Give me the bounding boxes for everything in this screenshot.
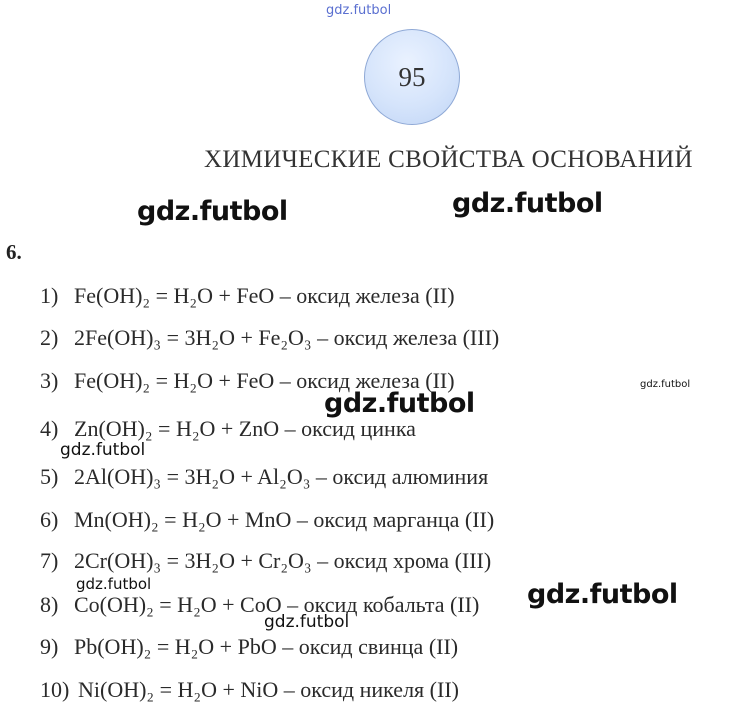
equation-2 bbox=[40, 327, 499, 349]
equation-9 bbox=[40, 636, 458, 658]
equation-number: 7) bbox=[40, 548, 59, 573]
equation-number: 1) bbox=[40, 283, 59, 308]
equation-text: 2Cr(OH)₃ = 3H₂O + Cr₂O₃ – оксид хрома (III) bbox=[74, 548, 492, 573]
equation-number: 4) bbox=[40, 416, 59, 441]
equation-6 bbox=[40, 509, 494, 531]
equation-text: Mn(OH)₂ = H₂O + MnO – оксид марганца (II) bbox=[74, 507, 495, 532]
watermark: gdz.futbol bbox=[527, 579, 678, 610]
watermark: gdz.futbol bbox=[137, 196, 288, 227]
equation-1 bbox=[40, 285, 455, 307]
equation-number: 8) bbox=[40, 592, 59, 617]
equation-text: Zn(OH)₂ = H₂O + ZnO – оксид цинка bbox=[74, 416, 416, 441]
watermark: gdz.futbol bbox=[640, 379, 691, 390]
equation-text: 2Fe(OH)₃ = 3H₂O + Fe₂O₃ – оксид железа (III) bbox=[74, 325, 500, 350]
watermark: gdz.futbol bbox=[76, 575, 152, 593]
equation-7 bbox=[40, 550, 491, 572]
page-number-badge bbox=[364, 29, 460, 125]
equation-text: 2Al(OH)₃ = 3H₂O + Al₂O₃ – оксид алюминия bbox=[74, 464, 489, 489]
page-title: ХИМИЧЕСКИЕ СВОЙСТВА ОСНОВАНИЙ bbox=[204, 146, 693, 173]
watermark: gdz.futbol bbox=[324, 388, 475, 419]
task-number: 6. bbox=[6, 240, 22, 264]
equation-number: 2) bbox=[40, 325, 59, 350]
equation-number: 6) bbox=[40, 507, 59, 532]
equation-10 bbox=[40, 679, 459, 701]
equation-number: 3) bbox=[40, 368, 59, 393]
watermark-top: gdz.futbol bbox=[326, 3, 392, 18]
page-number: 95 bbox=[398, 61, 426, 92]
equation-text: Ni(OH)₂ = H₂O + NiO – оксид никеля (II) bbox=[78, 677, 459, 702]
equation-number: 5) bbox=[40, 464, 59, 489]
equation-text: Fe(OH)₂ = H₂O + FeO – оксид железа (II) bbox=[74, 368, 455, 393]
equation-number: 10) bbox=[40, 677, 70, 702]
equation-text: Pb(OH)₂ = H₂O + PbO – оксид свинца (II) bbox=[74, 634, 459, 659]
equation-number: 9) bbox=[40, 634, 59, 659]
equation-4 bbox=[40, 418, 416, 440]
equation-text: Co(OH)₂ = H₂O + CoO – оксид кобальта (II) bbox=[74, 592, 480, 617]
equation-5 bbox=[40, 466, 488, 488]
watermark: gdz.futbol bbox=[60, 440, 146, 460]
equation-text: Fe(OH)₂ = H₂O + FeO – оксид железа (II) bbox=[74, 283, 455, 308]
equation-8 bbox=[40, 594, 479, 616]
watermark: gdz.futbol bbox=[264, 612, 350, 632]
watermark: gdz.futbol bbox=[452, 188, 603, 219]
